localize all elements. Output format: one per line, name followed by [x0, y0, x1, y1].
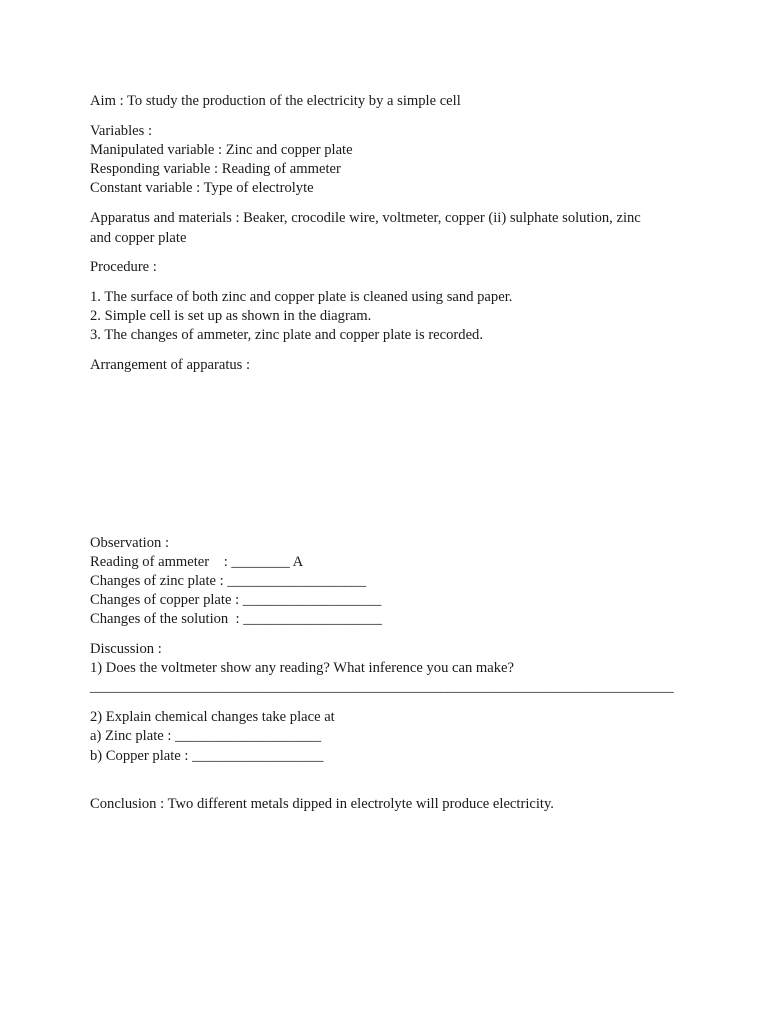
- manipulated-variable: Manipulated variable : Zinc and copper plate: [90, 142, 353, 158]
- observation-ammeter: Reading of ammeter : ________ A: [90, 554, 304, 570]
- procedure-step: 1. The surface of both zinc and copper plate is cleaned using sand paper.: [90, 289, 513, 305]
- discussion-heading: Discussion :: [90, 641, 162, 657]
- procedure-heading: Procedure :: [90, 259, 157, 275]
- procedure-step: 2. Simple cell is set up as shown in the diagram.: [90, 308, 372, 324]
- observation-solution: Changes of the solution : ___________________: [90, 611, 382, 627]
- discussion-question-2a: a) Zinc plate : ____________________: [90, 728, 322, 744]
- responding-variable: Responding variable : Reading of ammeter: [90, 161, 341, 177]
- apparatus-line-2: and copper plate: [90, 230, 187, 246]
- procedure-step: 3. The changes of ammeter, zinc plate and copper plate is recorded.: [90, 327, 484, 343]
- variables-heading: Variables :: [90, 123, 153, 139]
- discussion-question-2: 2) Explain chemical changes take place at: [90, 709, 335, 725]
- conclusion-line: Conclusion : Two different metals dipped in electrolyte will produce electricity.: [90, 796, 554, 812]
- discussion-question-2b: b) Copper plate : __________________: [90, 748, 324, 764]
- aim-line: Aim : To study the production of the electricity by a simple cell: [90, 93, 461, 109]
- discussion-question-1: 1) Does the voltmeter show any reading? What inference you can make?: [90, 660, 514, 676]
- observation-zinc: Changes of zinc plate : ___________________: [90, 573, 367, 589]
- discussion-answer-line: ________________________________________________________________________________: [90, 679, 674, 695]
- observation-copper: Changes of copper plate : ___________________: [90, 592, 382, 608]
- apparatus-line-1: Apparatus and materials : Beaker, crocodile wire, voltmeter, copper (ii) sulphate solution, zinc: [90, 210, 641, 226]
- observation-heading: Observation :: [90, 535, 170, 551]
- constant-variable: Constant variable : Type of electrolyte: [90, 180, 314, 196]
- arrangement-heading: Arrangement of apparatus :: [90, 357, 251, 373]
